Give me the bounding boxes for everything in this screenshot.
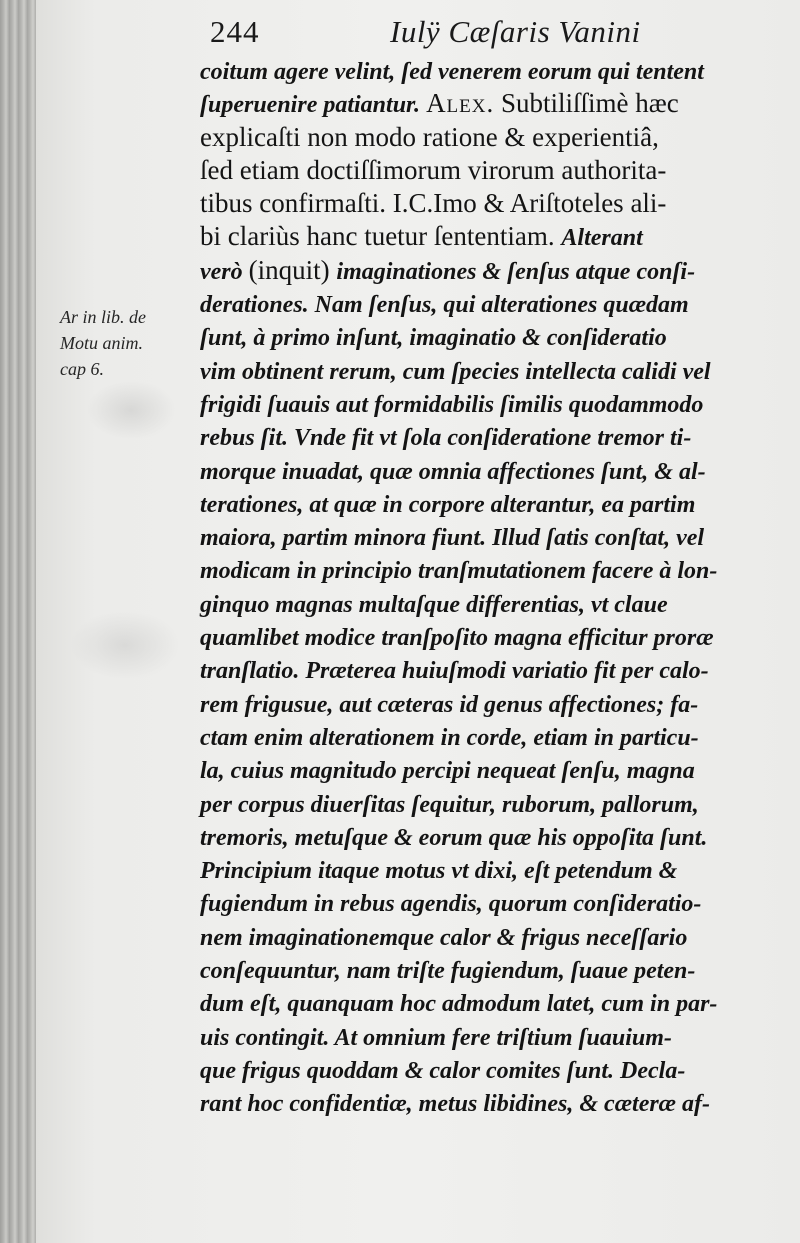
text-segment: vim obtinent rerum, cum ſpecies intellecta calidi vel bbox=[200, 358, 711, 385]
ink-bleed-smudge bbox=[86, 380, 176, 440]
text-line bbox=[200, 653, 772, 686]
text-line bbox=[200, 920, 772, 953]
text-segment: ſunt, à primo inſunt, imaginatio & conſideratio bbox=[200, 325, 667, 352]
text-segment: bi clariùs hanc tuetur ſententiam. bbox=[200, 221, 562, 252]
text-line bbox=[200, 54, 772, 87]
text-line bbox=[200, 1020, 772, 1053]
text-segment: frigidi ſuauis aut formidabilis ſimilis quodammodo bbox=[200, 391, 704, 418]
text-segment: fugiendum in rebus agendis, quorum conſideratio- bbox=[200, 891, 702, 918]
text-line bbox=[200, 87, 772, 120]
text-line bbox=[200, 587, 772, 620]
text-segment: tranſlatio. Præterea huiuſmodi variatio fit per calo- bbox=[200, 658, 709, 685]
text-segment: rebus ſit. Vnde fit vt ſola conſideratione tremor ti- bbox=[200, 425, 692, 452]
text-segment: explicaſti non modo ratione & experientiâ, bbox=[200, 121, 659, 152]
text-segment: (inquit) bbox=[248, 254, 337, 285]
page-header bbox=[210, 14, 770, 54]
text-line bbox=[200, 886, 772, 919]
text-segment: terationes, at quæ in corpore alterantur, ea partim bbox=[200, 491, 696, 518]
text-line bbox=[200, 687, 772, 720]
text-segment: per corpus diuerſitas ſequitur, ruborum, pallorum, bbox=[200, 791, 699, 818]
text-segment: quamlibet modice tranſpoſito magna efficitur proræ bbox=[200, 625, 714, 652]
text-line bbox=[200, 220, 772, 253]
margin-note-line: Ar in lib. de bbox=[60, 307, 146, 327]
text-segment: ſed etiam doctiſſimorum virorum authorita- bbox=[200, 154, 667, 185]
text-line bbox=[200, 254, 772, 287]
text-segment: uis contingit. At omnium fere triſtium ſuauium- bbox=[200, 1024, 672, 1051]
text-line bbox=[200, 820, 772, 853]
ink-bleed-smudge bbox=[70, 610, 180, 680]
text-segment: tremoris, metuſque & eorum quæ his oppoſita ſunt. bbox=[200, 824, 708, 851]
text-line bbox=[200, 420, 772, 453]
text-segment: Alterant bbox=[561, 225, 643, 252]
text-line bbox=[200, 121, 772, 154]
text-segment: Subtiliſſimè hæc bbox=[494, 88, 679, 119]
text-segment: nem imaginationemque calor & frigus neceſſario bbox=[200, 924, 688, 951]
text-segment: ſuperuenire patiantur. bbox=[200, 92, 427, 119]
margin-note bbox=[60, 304, 200, 382]
text-segment: la, cuius magnitudo percipi nequeat ſenſu, magna bbox=[200, 758, 695, 785]
text-segment: ginquo magnas multaſque differentias, vt claue bbox=[200, 591, 668, 618]
margin-note-line: cap 6. bbox=[60, 359, 104, 379]
text-line bbox=[200, 387, 772, 420]
book-binding-edge bbox=[0, 0, 36, 1243]
text-segment: modicam in principio tranſmutationem facere à lon- bbox=[200, 558, 718, 585]
text-segment: ctam enim alterationem in corde, etiam in particu- bbox=[200, 724, 699, 751]
text-segment: conſequuntur, nam triſte fugiendum, ſuaue peten- bbox=[200, 958, 696, 985]
text-line bbox=[200, 454, 772, 487]
text-segment: imaginationes & ſenſus atque conſi- bbox=[336, 258, 696, 285]
text-line bbox=[200, 753, 772, 786]
text-line bbox=[200, 1053, 772, 1086]
text-segment: rant hoc confidentiæ, metus libidines, & cæteræ af- bbox=[200, 1091, 710, 1118]
text-line bbox=[200, 853, 772, 886]
margin-note-line: Motu anim. bbox=[60, 333, 143, 353]
text-line bbox=[200, 154, 772, 187]
text-segment: coitum agere velint, ſed venerem eorum qui tentent bbox=[200, 59, 704, 85]
text-line bbox=[200, 520, 772, 553]
text-line bbox=[200, 487, 772, 520]
text-line bbox=[200, 320, 772, 353]
text-line bbox=[200, 1086, 772, 1119]
text-line bbox=[200, 553, 772, 586]
text-line bbox=[200, 953, 772, 986]
text-segment: verò bbox=[200, 258, 249, 285]
text-segment: morque inuadat, quæ omnia affectiones ſunt, & al- bbox=[200, 458, 706, 485]
text-line bbox=[200, 620, 772, 653]
text-segment: Principium itaque motus vt dixi, eſt petendum & bbox=[200, 858, 678, 885]
text-segment: rem frigusue, aut cæteras id genus affectiones; fa- bbox=[200, 691, 699, 718]
text-segment: tibus confirmaſti. I.C.Imo & Ariſtoteles ali- bbox=[200, 188, 667, 219]
text-line bbox=[200, 787, 772, 820]
text-segment: maiora, partim minora fiunt. Illud ſatis conſtat, vel bbox=[200, 525, 705, 552]
text-segment: dum eſt, quanquam hoc admodum latet, cum in par- bbox=[200, 991, 718, 1018]
running-head: Iulÿ Cæſaris Vanini bbox=[390, 14, 641, 49]
text-segment: derationes. Nam ſenſus, qui alterationes quædam bbox=[200, 292, 689, 319]
page-number: 244 bbox=[210, 14, 260, 49]
text-line bbox=[200, 287, 772, 320]
text-line bbox=[200, 720, 772, 753]
text-line bbox=[200, 187, 772, 220]
text-line bbox=[200, 986, 772, 1019]
text-segment: que frigus quoddam & calor comites ſunt. Decla- bbox=[200, 1057, 686, 1084]
text-segment: Alex. bbox=[426, 88, 495, 119]
text-line bbox=[200, 354, 772, 387]
body-text bbox=[200, 54, 772, 1120]
